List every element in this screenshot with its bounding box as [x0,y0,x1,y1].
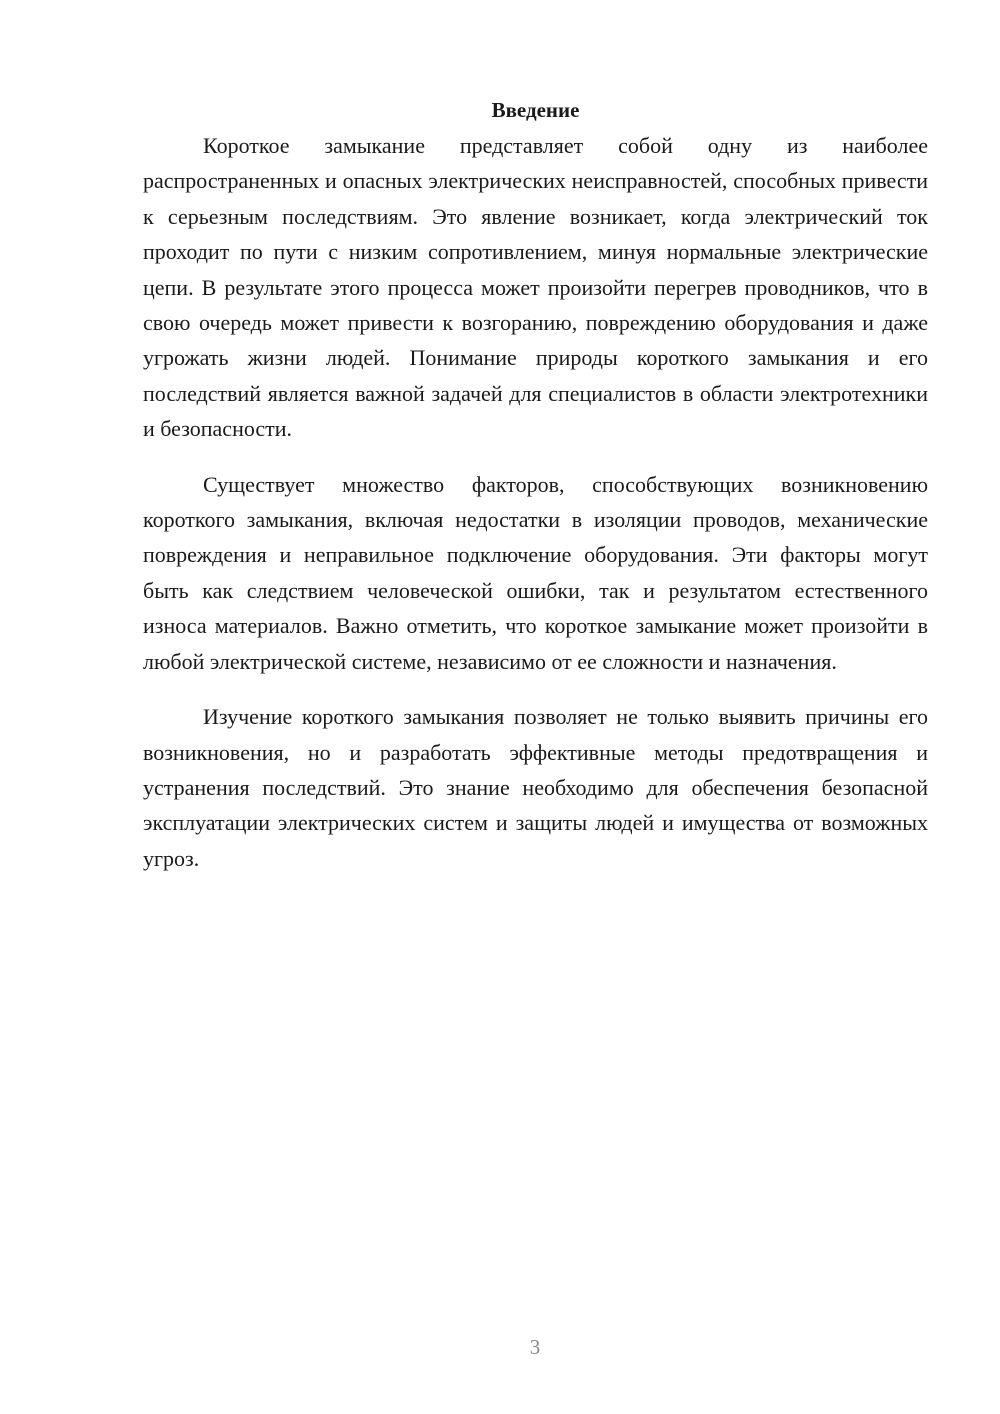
paragraph-3: Изучение короткого замыкания позволяет не только выявить причины его возникновения, но и разработать эффективные методы предотвращения и устранения последствий. Это знание необходимо для обеспечения безопасной эксплуатации электрических систем и защиты людей и имущества от возможных угроз. [143,704,928,871]
page-content [143,92,928,896]
page-number: 3 [529,1335,541,1359]
section-heading: Введение [491,98,580,122]
paragraph-2: Существует множество факторов, способствующих возникновению короткого замыкания, включая недостатки в изоляции проводов, механические повреждения и неправильное подключение оборудования. Эти факторы могут быть как следствием человеческой ошибки, так и результатом естественного износа материалов. Важно отметить, что короткое замыкание может произойти в любой электрической системе, независимо от ее сложности и назначения. [143,471,928,674]
paragraph-1: Короткое замыкание представляет собой одну из наиболее распространенных и опасных электрических неисправностей, способных привести к серьезным последствиям. Это явление возникает, когда электрический ток проходит по пути с низким сопротивлением, минуя нормальные электрические цепи. В результате этого процесса может произойти перегрев проводников, что в свою очередь может привести к возгоранию, повреждению оборудования и даже угрожать жизни людей. Понимание природы короткого замыкания и его последствий является важной задачей для специалистов в области электротехники и безопасности. [143,133,928,442]
